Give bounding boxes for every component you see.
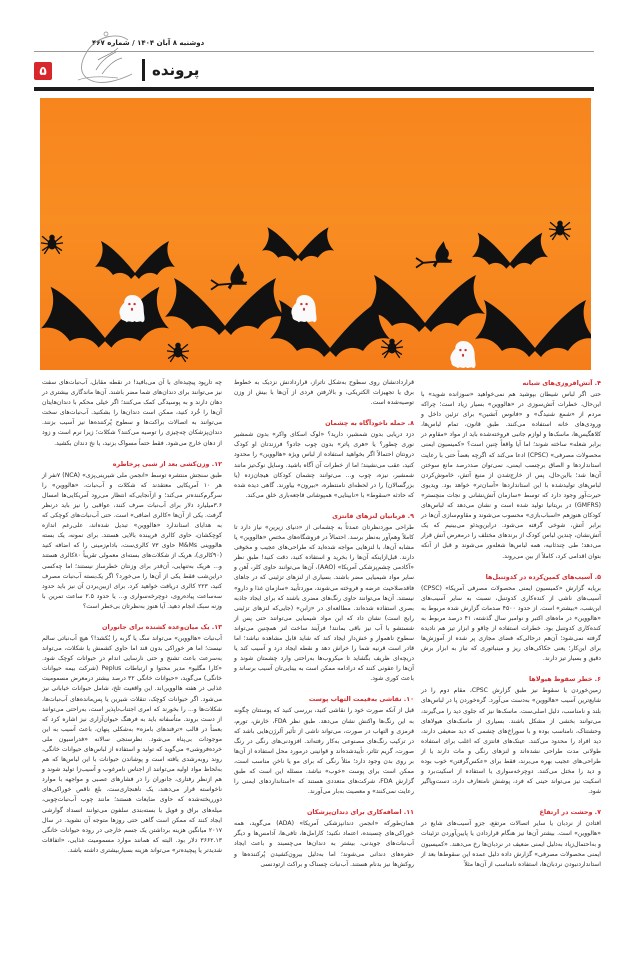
halloween-hero-image — [40, 98, 591, 370]
section-body: افتادن از نردبان یا سایر اتصالات مرتفع، جزو آسیب‌های شایع در «هالووین» است. بیشتر آن‌ها نیز هنگام قراردادن یا پایین‌آوردن تزئینات و به‌احتمال‌زیاد به‌دلیل ایمنی ضعیف در نردبان‌ها رخ می‌دهند. «کمیسیون ایمنی محصولات مصرفی» گزارش داده دلیل عمده این سقوط‌ها بعد از استانداردنبودن نردبان‌ها، استفاده نامناسب از آن‌ها مثلاً — [421, 820, 601, 868]
newspaper-logo — [58, 30, 138, 88]
section-body: قبل از آنکه صورت خود را نقاشی کنید، بررسی کنید که پوستتان چگونه به این رنگ‌ها واکنش نشان می‌دهد. طبق نظر FDA، خارش، تورم، قرمزی و التهاب در صورت، می‌تواند ناشی از تأثیر آلرژن‌هایی باشد که در ترکیب رنگ‌های مصنوعی به‌کار رفته‌اند. افزودنی‌های رنگی در رنگ صورت، گریم تئاتر، تأییدشده‌اند و قوانینی درمورد محل استفاده از آن‌ها بر روی بدن وجود دارد؛ مثلاً رنگی که برای مو یا ناخن مناسب است، ممکن است برای پوست «خوب» نباشد. مسئله این است که طبق گزارش FDA، شرکت‌های متعددی هستند که «استانداردهای ایمنی را رعایت نمی‌کنند» و معصیت به‌بار می‌آورند. — [234, 707, 414, 796]
section-body: قراردادنشان روی سطوح به‌شکل ناتراز، قراردادنش نزدیک به خطوط برق یا تجهیزات الکتریکی، و بالارفتن فردی از آن‌ها با بیش از وزن توصیه‌شده است. — [234, 379, 414, 407]
section-body: چه تارپود پیچیده‌ای با آن می‌بافید! در نقطه مقابل، آب‌نبات‌های سفت نیز می‌توانند برای دندان‌های شما مضر باشند. آن‌ها ماندگاری بیشتری در دهان دارند و به پوسیدگی کمک می‌کنند؛ اگر خیلی محکم با دندان‌هایتان آن‌ها را خُرد کنید، ممکن است دندان‌ها را بشکنید. آب‌نبات‌های سخت می‌توانند به اتصالات براکت‌ها و سطوح پُرکننده‌ها نیز آسیب بزنند. دندان‌پزشکان چه‌چیزی را توصیه می‌کنند؟ شکلات؛ زیرا نرم است و زود از دهان خارج می‌شود. فقط حتماً مسواک بزنید، یا نخ دندان بکشید. — [42, 379, 222, 447]
article-section — [42, 459, 222, 612]
bat-shape — [472, 233, 548, 269]
witch-shape — [416, 241, 452, 267]
ghost-shape — [450, 341, 475, 368]
section-heading: ۵. آسیب‌های کمین‌کرده در کدوتنبل‌ها — [485, 572, 601, 581]
article-section — [42, 622, 222, 856]
spider-shape — [549, 221, 571, 240]
bat-shape — [95, 241, 175, 279]
logo-text — [138, 30, 139, 31]
article-section — [42, 378, 222, 449]
ghost-shape — [119, 295, 144, 322]
section-body: آب‌نبات «هالووین» می‌تواند سگ یا گربه را بُکشد!؟ هیچ آب‌نباتی سالم نیست؛ اما هر خوراکی بدون قند اما حاوی کشمش یا شکلات، می‌تواند به‌سرعت باعث تشنج و حتی نارسایی اندام در حیوانات کوچک شود. «کارا مگلیو» مدیر محتوا و ارتباطات Peplus (شرکت بیمه حیوانات خانگی) می‌گوید، «حیوانات خانگی ۳۲ درصد بیشتر درمعرض مسمومیت غذایی در هفته هالووین‌اند. این واقعیت تلخ، شامل حیوانات خیابانی نیز می‌شود. اگر حیوانات کوچک، تنقلات شیرین یا پس‌مانده‌های آب‌نبات‌ها، شکلات‌ها و... را بخورند که امری اجتناب‌ناپذیر است، به‌راحتی می‌توانند از دست بروند. متأسفانه باید به فرهنگ حیوان‌آزاری نیز اشاره کرد که بعضاً در قالب «ترفندهای بامزه» به‌شکلی پنهان، باعث آسیب به این موجودات بی‌پناه می‌شود. نظرسنجی سالانه «فدراسیون ملی خرده‌فروشی» می‌گوید که تولید و استفاده از لباس‌های حیوانات خانگی، روند رو‌به‌رشدی یافته است و پوشاندن حیوانات با این لباس‌ها که هم به‌لحاظ مواد اولیه می‌توانند از اجناس نامرغوب و آسیب‌زا تولید شوند و هم ازنظر رفتاری، جانوران را در فشارهای عصبی و مواجهه با موارد ناخواسته قرار می‌دهند، یک ناهنجاری‌ست. بلع ناقص خوراکی‌های دورریخته‌شده که حاوی ضایعات هستند؛ مانند چوب آب‌نبات‌چوبی، میله‌های براق و فویل یا بسته‌بندی سلفون می‌توانند انسداد گوارشی ایجاد کنند که ممکن است گاهی حتی روزها متوجه آن نشوید. در سال ۲۰۱۷ میانگین هزینه برداشتن یک جسم خارجی در روده حیوانات خانگی ۳۶۶۲.۱۳ دلار بود. البته که همانند موارد مسمومیت غذایی، «اتفاقات شدیدتر یا پیچیده‌تر» می‌تواند هزینه بسیاربیشتری داشته باشد. — [42, 634, 223, 854]
section-body: طبق سنجش منتشره توسط «انجمن ملی شیرینی‌پزی» (NCA) ۷نفر از هر ۱۰ آمریکایی معتقدند که شکلات و آب‌نبات، «هالووین» را سرگرم‌کننده‌تر می‌کند؛ و ازآنجایی‌که انتظار می‌رود آمریکایی‌ها امسال ۳.۶میلیارد دلار برای آب‌نبات صرف کنند، عواقبی را نیز باید درنظر گرفت. یکی از آن‌ها «کالری اضافی» است. حتی آب‌نبات‌های کوچکی که به هدایای استاندارد «هالووین» تبدیل شده‌اند، علی‌رغم اندازه کوچکشان، حاوی کالری فریبنده بالایی هستند. برای نمونه، یک بسته هالووینی M&Ms حاوی ۷۳ کالری‌ست، بادام‌زمینی را که اضافه کنید (۹۰کالری)، هریک از شکلات‌های بسته‌ای معمولی تقریباً ۸۰کالری هستند و... هریک به‌تنهایی، آن‌قدر برای وزنتان خطرساز نیستند؛ اما چه‌کسی دراین‌شب فقط یکی از آن‌ها را می‌خورد؟ اگر یک‌بسته آب‌نبات مصرف کنید، ۲۲۳ کالری دریافت خواهید کرد. برای ازبین‌بردن آن نیز باید حدود سه‌ساعت پیاده‌روی، دوچرخه‌سواری و... یا حدود ۲.۵ ساعت تمرین با وزنه سبک انجام دهید. آیا هنوز به‌نظرتان بی‌خطر است؟ — [42, 471, 223, 610]
section-heading: ۱۰. نقاشی به‌قیمت التهاب پوست — [308, 695, 414, 704]
bat-shape — [41, 287, 169, 348]
article-section — [421, 378, 601, 562]
section-divider-bar — [142, 59, 145, 81]
article-section — [234, 694, 414, 797]
article-section — [421, 572, 601, 665]
bat-shape — [475, 300, 591, 357]
calligraphy-logo-icon — [58, 30, 138, 88]
section-heading: ۱۲. وزن‌کشی بعد از شبی پرخاطره — [112, 459, 222, 468]
section-heading: ۸. حمله ناخودآگاه به چشمان — [325, 419, 414, 428]
article-section — [234, 378, 414, 408]
section-body: دزد دریایی بدون شمشیر، دارید؟ «لوک اسکای واکر» بدون شمشیر نوری چطور؟ یا «هری پاتر» بدون چوب جادو؟ فرزندتان او کودک درونتان احتمالاً اگر بخواهید استفاده از لباس ویژه «هالووین» را محدود کنید، عقب می‌نشیند؛ اما از خطرات آن آگاه باشید. وسایل نوک‌تیز مانند شمشیر، نیزه، چوب و... می‌توانند چشمان کودکان هیجان‌زده (یا بزرگسالان) را در لحظه‌ای نامنتظره، «بیرون» بیاورند. گاهی دیده شده که حادثه «سقوط» با «نابینایی» همپوشانی فاجعه‌باری خلق می‌کند. — [234, 431, 414, 499]
section-body: طراحی موردنظرتان عمدتاً به چشمانی از «دنیای زیرین» نیاز دارد تا کاملاً وهم‌آور به‌نظر برسد. احتمالاً در فروشگاه‌های مختص «هالووین» یا مشابه آن‌ها، با لنزهایی مواجه شده‌اید که طراحی‌های عجیب و مخوفی دارند. قبل‌ازاینکه آن‌ها را بخرید و استفاده کنید، دقت کنید! طبق نظر «آکادمی چشم‌پزشکی آمریکا» (AAO)، آن‌ها می‌توانند حاوی کلر، آهن و سایر مواد شیمیایی مضر باشند. بسیاری از لنزهای تزئینی که در جاهای فاقدصلاحیت عرضه و فروخته می‌شوند، موردتأیید «سازمان غذا و دارو» نیستند. آن‌ها می‌توانند حاوی رنگ‌های مضری باشند که برای ایجاد جاذبه بصری استفاده شده‌اند. مطالعه‌ای در «زابن» (جایی‌که لنزهای تزئینی رایج است) نشان داد که این مواد شیمیایی می‌توانند حتی پس از شستشو با آب نیز باقی بمانند! فرآیند ساخت لنز همچنین می‌تواند سطوح ناهموار و خش‌دار ایجاد کند که شاید قابل مشاهده نباشد؛ اما قادر است قرنیه شما را خراش دهد و نقطه ایجاد درد و آسیب کند یا دریچه‌ای ظریف بگشاید تا میکروب‌ها به‌راحتی وارد چشمتان شوند و آن‌ها را عفونی کنند که درادامه ممکن است به بینایی‌تان آسیب برساند و باعث کوری شود. — [234, 523, 414, 683]
article-section — [421, 807, 601, 869]
section-heading: ۶. خطر سقوط هیولاها — [529, 675, 601, 684]
article-section — [234, 807, 414, 869]
article-column-right — [421, 378, 601, 880]
article-column-left — [42, 378, 222, 866]
page-number-badge: ۵ — [34, 62, 52, 80]
ghost-shape — [291, 295, 316, 322]
witch-shape — [211, 263, 247, 289]
section-body: همان‌طورکه «انجمن دندانپزشکی آمریکا» (ADA) می‌گوید، همه خوراکی‌های چسبنده، اعتماد نکنید؛ کارامل‌ها، تافی‌ها، آدامس‌ها و دیگر آب‌نبات‌های جویدنی، بیشتر به دندان‌ها می‌چسبند و باعث ایجاد حفره‌های دندانی می‌شوند؛ اما به‌دلیل بیرون‌کشیدن پُرکننده‌ها و روکش‌ها نیز بدنام هستند. آب‌نبات چسناک و براکت ارتودنسی — [234, 820, 415, 868]
header-thick-rule — [34, 87, 594, 91]
bat-shape — [165, 278, 285, 335]
section-heading: ۷. وحشت در ارتفاع — [539, 808, 601, 817]
article-section — [234, 511, 414, 685]
article-column-middle — [234, 378, 414, 880]
spider-shape — [167, 343, 189, 362]
section-heading: ۱۳. یک میان‌وعده کشنده برای جانوران — [102, 622, 222, 631]
masthead — [34, 30, 594, 94]
bat-shape — [365, 275, 485, 332]
spider-shape — [41, 235, 63, 254]
article-section — [421, 674, 601, 797]
halloween-illustration — [40, 98, 591, 370]
section-body: برپایه گزارش «کمیسیون ایمنی محصولات مصرفی آمریکا» (CPSC) آسیب‌های ناشی از کنده‌کاری کدوتنبل، نسبت به سایر آسیب‌های این‌شب، «بیشتر» است. از حدود ۴۵۰۰ صدمات گزارش شده مربوط به «هالووین» در ماه‌های اکتبر و نوامبر سال گذشته، ۴۱ درصد مربوط به کنده‌کاری کدوتنبل بود. خطرات استفاده از چاقو و ابزار تیز هم نادیده گرفته نمی‌شود؛ آن‌هم درحالی‌که فضای مجازی پر شده از آموزش‌ها برای این‌کار؛ یعنی حکاکی‌های ریز و مینیاتوری که نیاز به ابزار برش دقیق و بسیار تیز دارند. — [421, 584, 601, 663]
section-heading: ۴. آتش‌افروزی‌های شبانه — [522, 379, 601, 387]
section-body: حتی اگر لباس شیطان بپوشید هم نمی‌خواهید «سوزانده شوید» با این‌حال، خطرات آتش‌سوزی در «هالووین» بسیار زیاد است؛ چراکه مردم از «شمع شنیدگ» و «فانوس آتشین» برای تزئین داخل و ورودی‌های خانه استفاده می‌کنند. طبق قانون، تمام لباس‌ها، کلاهگیس‌ها، ماسک‌ها و لوازم جانبی فروخته‌شده باید از مواد «مقاوم در برابر شعله» ساخته شوند؛ اما آیا واقعاً چنین است؟ «کمیسیون ایمنی محصولات مصرفی» (CPSC) ادعا می‌کند که اگرچه بعضاً حتی با رعایت استانداردها و الصاق برچسب ایمنی، نمی‌توان صددرصد مانع سوختن آن‌ها شد؛ با‌این‌حال، پس از خارج‌شدن از منبع آتش، خاموش‌کردن لباس‌های تولیدشده با این استانداردها «آسان‌تر» خواهد بود. ویدیوی حیرت‌آور وجود دارد که توسط «سازمان آتش‌نشانی و نجات منچستر» (GMFRS) در بریتانیا تولید شده است و نشان می‌دهد که لباس‌های کودکان هنوزهم «اسباب‌بازی» محسوب می‌شوند و مقاوم‌سازی آن‌ها در برابر آتش، شوخی گرفته می‌شود. دراین‌ویدئو می‌بینیم که یک آتش‌نشان، چندین لباس کودک از برندهای مختلف را درمعرض آتش قرار می‌دهد؛ طی چندثانیه، همه لباس‌ها شعله‌ور می‌شوند و قبل از آنکه بتوان اقدامی کرد، کاملاً از بین می‌روند. — [421, 391, 602, 560]
section-heading: ۱۱. اضافه‌کاری برای دندان‌پزشکان — [306, 808, 414, 817]
section-title: پرونده — [152, 61, 200, 79]
section-body: زمین‌خوردن یا سقوط نیز طبق گزارش CPSC، مقام دوم را در شایع‌ترین آسیب «هالووین» به‌دست می‌آورد. گره‌خوردن پا در لباس‌های بلند و نامناسب، دلیل اصلی‌ست. ماسک‌ها نیز که جلوی دید را می‌گیرند، می‌توانند بخشی از مشکل باشند. بسیاری از ماسک‌های هیولاهای وحشتناک، نامناسب بوده و با سوراخ‌های چشمی که دید ضعیفی دارند، دید افراد را محدود می‌کنند. عینک‌های فانتزی که اغلب برای استفاده طولانی مدت طراحی نشده‌اند و لنزهای رنگی و مات دارند یا از طراحی‌های عجیب بهره می‌برند، فقط برای «عکس‌گرفتن» خوب بوده و دید را مختل می‌کنند. دوچرخه‌سواری یا استفاده از اسکیت‌برد و اسکیت نیز می‌تواند حینی که فرد، پوشش نامتعارف دارد، دست‌وپاگیر شود. — [421, 687, 601, 796]
spider-shape — [381, 339, 403, 358]
article-section — [234, 418, 414, 501]
issue-date-line: دوشنبه ۸ آبان ۱۴۰۴ / شماره ۴۶۷ — [92, 39, 205, 47]
section-heading: ۹. قربانیان لنزهای فانتزی — [332, 511, 414, 520]
bat-shape — [262, 227, 334, 261]
